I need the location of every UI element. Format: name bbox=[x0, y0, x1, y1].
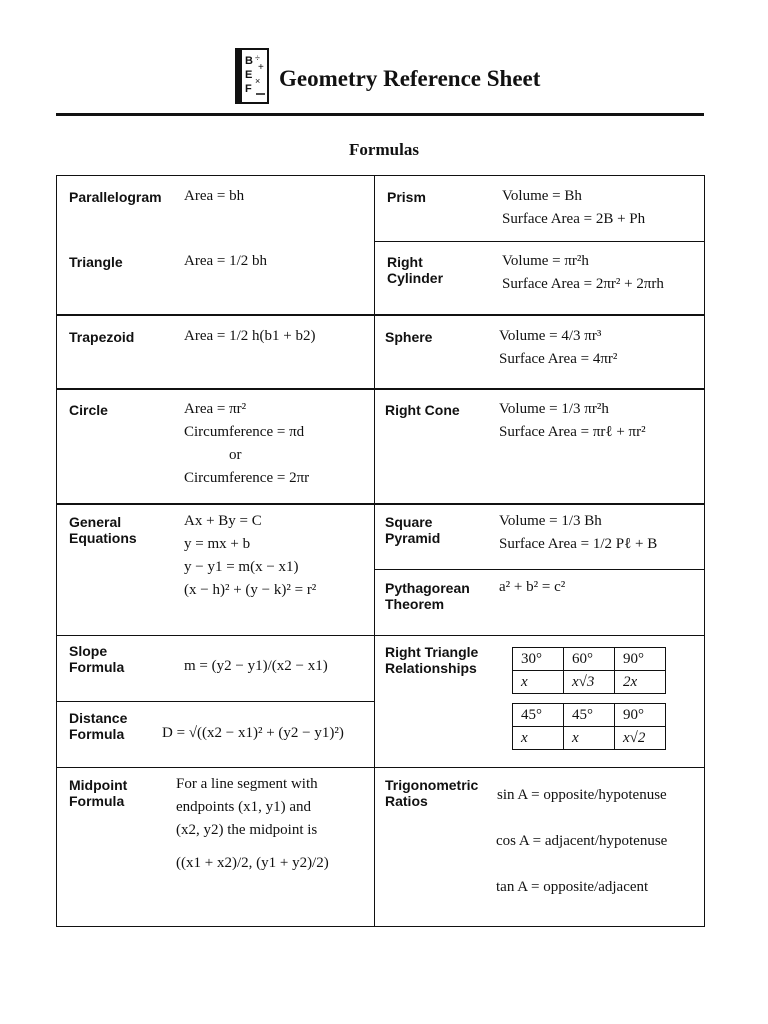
formula-prism-volume: Volume = Bh bbox=[502, 188, 582, 204]
table-cell: x bbox=[513, 671, 564, 694]
section-heading: Formulas bbox=[349, 140, 419, 159]
cell-label-midpoint: Midpoint Formula bbox=[69, 777, 128, 809]
cell-label-triangle: Triangle bbox=[69, 254, 123, 270]
formula-circle-circumference-d: Circumference = πd bbox=[184, 424, 305, 440]
table-cell: x√3 bbox=[564, 671, 615, 694]
svg-text:+: + bbox=[258, 62, 264, 73]
table-30-60-90 bbox=[512, 647, 666, 694]
formula-circle-area: Area = πr² bbox=[184, 401, 247, 417]
svg-text:×: × bbox=[255, 76, 261, 86]
midpoint-text-line-3: (x2, y2) the midpoint is bbox=[176, 822, 318, 838]
row-divider bbox=[374, 241, 705, 242]
cell-label-trapezoid: Trapezoid bbox=[69, 329, 135, 345]
table-cell: 90° bbox=[615, 648, 666, 671]
table-cell: 60° bbox=[564, 648, 615, 671]
row-divider bbox=[374, 569, 705, 570]
formula-sine: sin A = opposite/hypotenuse bbox=[497, 787, 667, 803]
midpoint-text-line-1: For a line segment with bbox=[176, 776, 318, 792]
row-divider bbox=[56, 635, 705, 636]
formula-circle-equation: (x − h)² + (y − k)² = r² bbox=[184, 582, 317, 598]
page-title: Geometry Reference Sheet bbox=[279, 66, 541, 91]
cell-label-distance: Distance Formula bbox=[69, 710, 128, 742]
calculator-logo-icon bbox=[235, 48, 269, 104]
row-divider bbox=[56, 314, 705, 316]
formula-slope-intercept: y = mx + b bbox=[184, 536, 251, 552]
formula-slope: m = (y2 − y1)/(x2 − x1) bbox=[184, 658, 328, 674]
formula-circle-or: or bbox=[229, 447, 242, 463]
table-border-right bbox=[704, 175, 705, 927]
formula-cylinder-surface: Surface Area = 2πr² + 2πrh bbox=[502, 276, 664, 292]
table-cell: 45° bbox=[513, 704, 564, 727]
cell-label-trig: Trigonometric Ratios bbox=[385, 777, 479, 809]
table-column-divider bbox=[374, 175, 375, 927]
formula-pyramid-surface: Surface Area = 1/2 Pℓ + B bbox=[499, 536, 658, 552]
formula-sphere-volume: Volume = 4/3 πr³ bbox=[499, 328, 602, 344]
cell-label-slope: Slope Formula bbox=[69, 643, 125, 675]
formula-pyramid-volume: Volume = 1/3 Bh bbox=[499, 513, 602, 529]
table-cell: x√2 bbox=[615, 727, 666, 750]
cell-label-parallelogram: Parallelogram bbox=[69, 189, 162, 205]
midpoint-text-line-2: endpoints (x1, y1) and bbox=[176, 799, 311, 815]
formula-cosine: cos A = adjacent/hypotenuse bbox=[496, 833, 668, 849]
table-cell: 30° bbox=[513, 648, 564, 671]
svg-text:F: F bbox=[245, 83, 252, 95]
cell-label-square-pyramid: Square Pyramid bbox=[385, 514, 441, 546]
table-border-left bbox=[56, 175, 57, 927]
table-45-45-90 bbox=[512, 703, 666, 750]
cell-label-right-triangle: Right Triangle Relationships bbox=[385, 644, 479, 676]
formula-sphere-surface: Surface Area = 4πr² bbox=[499, 351, 618, 367]
formula-cone-volume: Volume = 1/3 πr²h bbox=[499, 401, 609, 417]
formula-point-slope: y − y1 = m(x − x1) bbox=[184, 559, 299, 575]
row-divider bbox=[56, 701, 375, 702]
cell-label-prism: Prism bbox=[387, 189, 426, 205]
formula-trapezoid-area: Area = 1/2 h(b1 + b2) bbox=[184, 328, 316, 344]
row-divider bbox=[56, 388, 705, 390]
formula-parallelogram-area: Area = bh bbox=[184, 188, 245, 204]
formula-triangle-area: Area = 1/2 bh bbox=[184, 253, 268, 269]
table-cell: 90° bbox=[615, 704, 666, 727]
cell-label-general-equations: General Equations bbox=[69, 514, 137, 546]
table-cell: 45° bbox=[564, 704, 615, 727]
header-divider bbox=[56, 113, 704, 116]
table-border-bottom bbox=[56, 926, 705, 927]
svg-text:÷: ÷ bbox=[255, 53, 260, 63]
formula-prism-surface: Surface Area = 2B + Ph bbox=[502, 211, 646, 227]
row-divider bbox=[56, 503, 705, 505]
formula-pythagorean: a² + b² = c² bbox=[499, 579, 566, 595]
row-divider bbox=[56, 767, 705, 768]
table-cell: x bbox=[513, 727, 564, 750]
svg-text:B: B bbox=[245, 55, 253, 67]
svg-text:E: E bbox=[245, 69, 253, 81]
formula-cylinder-volume: Volume = πr²h bbox=[502, 253, 589, 269]
formula-standard-form: Ax + By = C bbox=[184, 513, 262, 529]
formula-midpoint: ((x1 + x2)/2, (y1 + y2)/2) bbox=[176, 855, 329, 871]
formula-cone-surface: Surface Area = πrℓ + πr² bbox=[499, 424, 646, 440]
cell-label-circle: Circle bbox=[69, 402, 108, 418]
table-border-top bbox=[56, 175, 705, 176]
cell-label-sphere: Sphere bbox=[385, 329, 433, 345]
formula-tangent: tan A = opposite/adjacent bbox=[496, 879, 649, 895]
cell-label-pythagorean: Pythagorean Theorem bbox=[385, 580, 470, 612]
cell-label-right-cylinder: Right Cylinder bbox=[387, 254, 444, 286]
formula-circle-circumference-r: Circumference = 2πr bbox=[184, 470, 310, 486]
cell-label-right-cone: Right Cone bbox=[385, 402, 460, 418]
table-cell: 2x bbox=[615, 671, 666, 694]
formula-distance: D = √((x2 − x1)² + (y2 − y1)²) bbox=[162, 725, 344, 741]
table-cell: x bbox=[564, 727, 615, 750]
